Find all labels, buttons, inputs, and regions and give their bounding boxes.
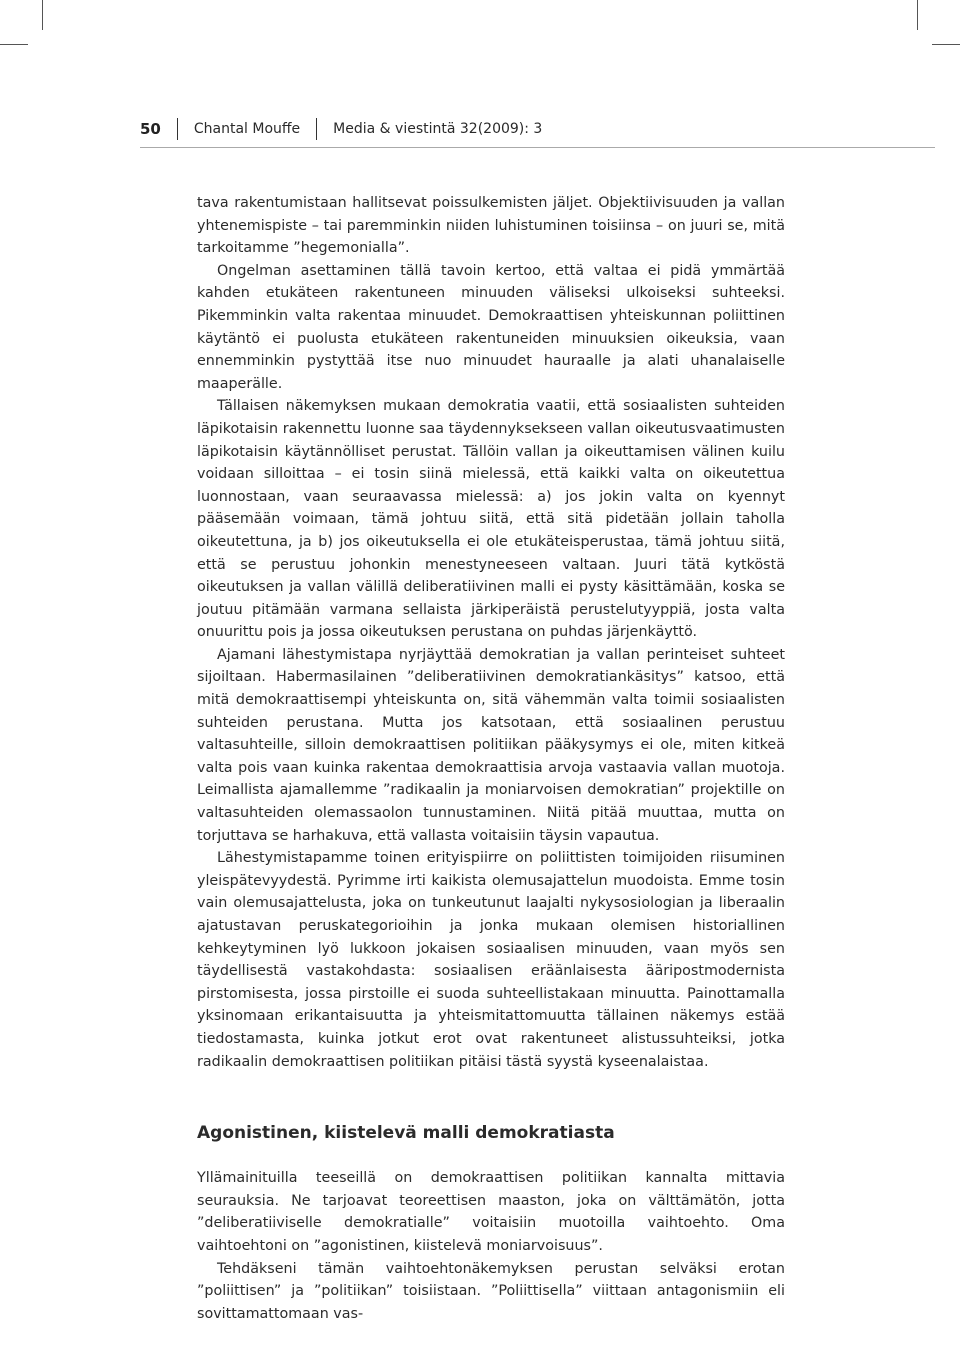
crop-mark-top-left	[42, 0, 43, 30]
header-journal: Media & viestintä 32(2009): 3	[333, 121, 543, 137]
header-author: Chantal Mouffe	[193, 121, 301, 137]
running-header	[140, 116, 935, 142]
paragraph: tava rakentumistaan hallitsevat poissulkemisten jäljet. Objektiivisuuden ja vallan yhtenemispiste – tai paremminkin niiden luhistuminen toisiinsa – on juuri se, mitä tarkoitamme ”hegemonialla”.	[197, 195, 785, 257]
paragraph: Tehdäkseni tämän vaihtoehtonäkemyksen perustan selväksi erotan ”poliittisen” ja ”politiikan” toisiistaan. ”Poliittisella” viittaan antagonismiin eli sovittamattomaan vas-	[197, 1260, 785, 1322]
header-divider	[177, 118, 178, 140]
paragraph: Ajamani lähestymistapa nyrjäyttää demokratian ja vallan perinteiset suhteet sijoiltaan. Habermasilainen ”deliberatiivinen demokratiankäsitys” katsoo, että mitä demokraattisempi yhteiskunta on, sitä vähemmän valta toimii sosiaalisten suhteiden perustana. Mutta jos katsotaan, että sosiaalinen perustuu valtasuhteille, silloin demokraattisen politiikan pääkysymys ei ole, miten kitkeä valta pois vaan kuinka rakentaa demokraattisia arvoja vastaavia vallan muotoja. Leimallista ajamallemme ”radikaalin ja moniarvoisen demokratian” projektille on valtasuhteiden olemassaolon tunnustaminen. Niitä pitää muuttaa, mutta on torjuttava se harhakuva, että vallasta voitaisiin täysin vapautua.	[197, 646, 785, 844]
section-heading: Agonistinen, kiistelevä malli demokratiasta	[197, 1123, 615, 1144]
header-divider	[316, 118, 317, 140]
paragraph: Yllämainituilla teeseillä on demokraattisen politiikan kannalta mittavia seurauksia. Ne tarjoavat teoreettisen maaston, joka on välttämätön, jotta ”deliberatiiviselle demokratialle” voitaisiin muotoilla vaihtoehto. Oma vaihtoehtoni on ”agonistinen, kiistelevä moniarvoisuus”.	[197, 1170, 785, 1254]
crop-mark-top-right	[917, 0, 918, 30]
paragraph: Ongelman asettaminen tällä tavoin kertoo, että valtaa ei pidä ymmärtää kahden etukäteen rakentuneen minuuden väliseksi ulkoiseksi suhteeksi. Pikemminkin valta rakentaa minuudet. Demokraattisen yhteiskunnan poliittinen käytäntö ei puolusta etukäteen rakentuneiden minuuksien oikeuksia, vaan ennemminkin pystyttää itse nuo minuudet hauraalle ja alati uhanalaiselle maaperälle.	[197, 262, 785, 392]
article-body	[197, 192, 785, 1325]
crop-mark-right	[932, 44, 960, 45]
page-number: 50	[140, 120, 161, 138]
header-rule	[140, 147, 935, 148]
paragraph: Lähestymistapamme toinen erityispiirre on poliittisten toimijoiden riisuminen yleispätevyydestä. Pyrimme irti kaikista olemusajattelun muodoista. Emme tosin vain olemusajattelusta, joka on tunkeutunut laajalti nykysosiologian ja liberaalin ajatustavan peruskategorioihin ja jonka mukaan olemisen historiallinen kehkeytyminen lyö lukkoon jokaisen sosiaalisen minuuden, vaan myös sen täydellisestä vastakohdasta: sosiaalisen eräänlaisesta ääripostmodernista pirstomisesta, jossa pirstoille ei suoda suhteellistakaan minuutta. Painottamalla yksinomaan erikantaisuutta ja yhteismitattomuutta tällainen näkemys estää tiedostamasta, kuinka jotkut erot ovat rakentuneet alistussuhteiksi, jotka radikaalin demokraattisen politiikan pitäisi tästä syystä kyseenalaistaa.	[197, 850, 785, 1070]
paragraph: Tällaisen näkemyksen mukaan demokratia vaatii, että sosiaalisten suhteiden läpikotaisin rakennettu luonne saa täydennyksekseen vallan oikeutusvaatimusten läpikotaisin käytännölliset perustat. Tällöin vallan ja oikeuttamisen välinen kuilu voidaan silloittaa – ei tosin siinä mielessä, että kaikki valta on oikeutettua luonnostaan, vaan seuraavassa mielessä: a) jos jokin valta on kyennyt pääsemään voimaan, tämä johtuu siitä, että sitä pidetään jollain taholla oikeutettuna, ja b) jos oikeutuksella ei ole etukäteisperustaa, tämä johtuu siitä, että se perustuu johonkin menestyneeseen valtaan. Juuri tätä kytköstä oikeutuksen ja vallan välillä deliberatiivinen malli ei pysty käsittämään, koska se joutuu pitämään varmana sellaista järkiperäistä perustelutyyppiä, josta valta onuurittu pois ja jossa oikeutuksen perustana on puhdas järjenkäyttö.	[197, 398, 785, 641]
crop-mark-left	[0, 44, 28, 45]
